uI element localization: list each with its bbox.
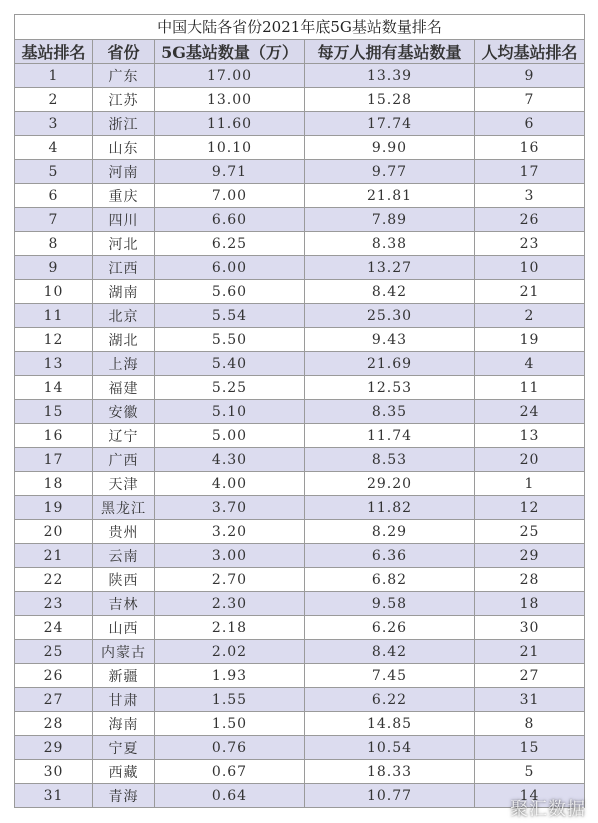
per-capita-rank-cell: 2 — [475, 304, 585, 328]
table-row — [15, 448, 585, 472]
station-count-cell: 3.70 — [155, 496, 305, 520]
per-capita-rank-cell: 7 — [475, 88, 585, 112]
per-capita-rank-cell: 26 — [475, 208, 585, 232]
per-10k-cell: 6.82 — [305, 568, 475, 592]
province-cell: 山西 — [93, 616, 155, 640]
table-row — [15, 280, 585, 304]
table-row — [15, 760, 585, 784]
station-count-cell: 5.00 — [155, 424, 305, 448]
rank-cell: 16 — [15, 424, 93, 448]
rank-cell: 31 — [15, 784, 93, 808]
station-count-cell: 6.60 — [155, 208, 305, 232]
province-cell: 上海 — [93, 352, 155, 376]
rank-cell: 24 — [15, 616, 93, 640]
rank-cell: 29 — [15, 736, 93, 760]
province-cell: 重庆 — [93, 184, 155, 208]
per-capita-rank-cell: 23 — [475, 232, 585, 256]
per-capita-rank-cell: 21 — [475, 280, 585, 304]
rank-cell: 8 — [15, 232, 93, 256]
header-per-capita-rank: 人均基站排名 — [475, 40, 585, 64]
per-10k-cell: 18.33 — [305, 760, 475, 784]
rank-cell: 10 — [15, 280, 93, 304]
station-count-cell: 5.25 — [155, 376, 305, 400]
per-capita-rank-cell: 9 — [475, 64, 585, 88]
per-10k-cell: 11.82 — [305, 496, 475, 520]
province-cell: 安徽 — [93, 400, 155, 424]
per-10k-cell: 21.81 — [305, 184, 475, 208]
table-row — [15, 664, 585, 688]
table-row — [15, 520, 585, 544]
per-10k-cell: 8.29 — [305, 520, 475, 544]
station-count-cell: 2.70 — [155, 568, 305, 592]
table-row — [15, 568, 585, 592]
station-count-cell: 10.10 — [155, 136, 305, 160]
province-cell: 海南 — [93, 712, 155, 736]
table-row — [15, 184, 585, 208]
province-cell: 湖南 — [93, 280, 155, 304]
watermark-logo: 聚汇数据 — [510, 799, 586, 820]
province-cell: 新疆 — [93, 664, 155, 688]
province-cell: 山东 — [93, 136, 155, 160]
table-row — [15, 64, 585, 88]
table-row — [15, 256, 585, 280]
per-capita-rank-cell: 15 — [475, 736, 585, 760]
table-row — [15, 712, 585, 736]
table-row — [15, 136, 585, 160]
rank-cell: 1 — [15, 64, 93, 88]
province-cell: 河南 — [93, 160, 155, 184]
station-count-cell: 5.10 — [155, 400, 305, 424]
rank-cell: 14 — [15, 376, 93, 400]
province-cell: 黑龙江 — [93, 496, 155, 520]
per-capita-rank-cell: 19 — [475, 328, 585, 352]
per-10k-cell: 10.54 — [305, 736, 475, 760]
per-capita-rank-cell: 18 — [475, 592, 585, 616]
station-count-cell: 6.25 — [155, 232, 305, 256]
province-cell: 天津 — [93, 472, 155, 496]
per-10k-cell: 9.77 — [305, 160, 475, 184]
header-station-count: 5G基站数量（万） — [155, 40, 305, 64]
rank-cell: 15 — [15, 400, 93, 424]
rank-cell: 25 — [15, 640, 93, 664]
per-capita-rank-cell: 27 — [475, 664, 585, 688]
table-row — [15, 784, 585, 808]
rank-cell: 7 — [15, 208, 93, 232]
province-cell: 西藏 — [93, 760, 155, 784]
station-count-cell: 2.30 — [155, 592, 305, 616]
per-capita-rank-cell: 17 — [475, 160, 585, 184]
province-cell: 北京 — [93, 304, 155, 328]
province-cell: 陕西 — [93, 568, 155, 592]
table-row — [15, 640, 585, 664]
station-count-cell: 5.54 — [155, 304, 305, 328]
per-capita-rank-cell: 21 — [475, 640, 585, 664]
province-cell: 浙江 — [93, 112, 155, 136]
rank-cell: 19 — [15, 496, 93, 520]
per-10k-cell: 21.69 — [305, 352, 475, 376]
rank-cell: 28 — [15, 712, 93, 736]
station-count-cell: 5.50 — [155, 328, 305, 352]
table-row — [15, 208, 585, 232]
per-capita-rank-cell: 25 — [475, 520, 585, 544]
rank-cell: 27 — [15, 688, 93, 712]
per-10k-cell: 25.30 — [305, 304, 475, 328]
rank-cell: 9 — [15, 256, 93, 280]
per-10k-cell: 9.90 — [305, 136, 475, 160]
province-cell: 湖北 — [93, 328, 155, 352]
province-cell: 广东 — [93, 64, 155, 88]
per-10k-cell: 6.22 — [305, 688, 475, 712]
station-count-cell: 6.00 — [155, 256, 305, 280]
per-10k-cell: 6.26 — [305, 616, 475, 640]
table-body — [15, 64, 585, 808]
header-rank: 基站排名 — [15, 40, 93, 64]
table-row — [15, 544, 585, 568]
station-count-cell: 1.93 — [155, 664, 305, 688]
station-count-cell: 17.00 — [155, 64, 305, 88]
per-capita-rank-cell: 20 — [475, 448, 585, 472]
table-row — [15, 376, 585, 400]
per-capita-rank-cell: 24 — [475, 400, 585, 424]
province-cell: 宁夏 — [93, 736, 155, 760]
station-count-cell: 4.30 — [155, 448, 305, 472]
province-cell: 福建 — [93, 376, 155, 400]
per-capita-rank-cell: 31 — [475, 688, 585, 712]
province-cell: 四川 — [93, 208, 155, 232]
province-cell: 内蒙古 — [93, 640, 155, 664]
per-capita-rank-cell: 10 — [475, 256, 585, 280]
province-cell: 江西 — [93, 256, 155, 280]
station-count-cell: 9.71 — [155, 160, 305, 184]
station-count-cell: 2.18 — [155, 616, 305, 640]
ranking-table — [14, 14, 585, 808]
station-count-cell: 5.60 — [155, 280, 305, 304]
table-row — [15, 496, 585, 520]
rank-cell: 21 — [15, 544, 93, 568]
table-row — [15, 160, 585, 184]
table-row — [15, 352, 585, 376]
table-row — [15, 328, 585, 352]
rank-cell: 18 — [15, 472, 93, 496]
per-10k-cell: 9.43 — [305, 328, 475, 352]
station-count-cell: 3.20 — [155, 520, 305, 544]
station-count-cell: 5.40 — [155, 352, 305, 376]
table-row — [15, 592, 585, 616]
station-count-cell: 11.60 — [155, 112, 305, 136]
per-10k-cell: 6.36 — [305, 544, 475, 568]
per-10k-cell: 29.20 — [305, 472, 475, 496]
rank-cell: 26 — [15, 664, 93, 688]
per-capita-rank-cell: 29 — [475, 544, 585, 568]
province-cell: 辽宁 — [93, 424, 155, 448]
province-cell: 江苏 — [93, 88, 155, 112]
per-10k-cell: 14.85 — [305, 712, 475, 736]
per-10k-cell: 7.89 — [305, 208, 475, 232]
per-10k-cell: 15.28 — [305, 88, 475, 112]
table-row — [15, 688, 585, 712]
table-row — [15, 616, 585, 640]
per-10k-cell: 11.74 — [305, 424, 475, 448]
table-row — [15, 88, 585, 112]
per-capita-rank-cell: 13 — [475, 424, 585, 448]
rank-cell: 3 — [15, 112, 93, 136]
province-cell: 云南 — [93, 544, 155, 568]
rank-cell: 4 — [15, 136, 93, 160]
per-capita-rank-cell: 6 — [475, 112, 585, 136]
rank-cell: 6 — [15, 184, 93, 208]
rank-cell: 17 — [15, 448, 93, 472]
per-10k-cell: 13.39 — [305, 64, 475, 88]
rank-cell: 20 — [15, 520, 93, 544]
province-cell: 青海 — [93, 784, 155, 808]
province-cell: 河北 — [93, 232, 155, 256]
rank-cell: 11 — [15, 304, 93, 328]
table-row — [15, 232, 585, 256]
station-count-cell: 3.00 — [155, 544, 305, 568]
per-capita-rank-cell: 28 — [475, 568, 585, 592]
per-capita-rank-cell: 5 — [475, 760, 585, 784]
table-row — [15, 472, 585, 496]
per-capita-rank-cell: 1 — [475, 472, 585, 496]
station-count-cell: 0.67 — [155, 760, 305, 784]
rank-cell: 23 — [15, 592, 93, 616]
station-count-cell: 0.64 — [155, 784, 305, 808]
per-10k-cell: 9.58 — [305, 592, 475, 616]
province-cell: 甘肃 — [93, 688, 155, 712]
table-row — [15, 112, 585, 136]
header-row — [15, 40, 585, 64]
table-row — [15, 736, 585, 760]
per-10k-cell: 17.74 — [305, 112, 475, 136]
table-title: 中国大陆各省份2021年底5G基站数量排名 — [14, 14, 585, 39]
per-capita-rank-cell: 3 — [475, 184, 585, 208]
province-cell: 广西 — [93, 448, 155, 472]
table-row — [15, 304, 585, 328]
station-count-cell: 7.00 — [155, 184, 305, 208]
per-10k-cell: 8.35 — [305, 400, 475, 424]
per-capita-rank-cell: 4 — [475, 352, 585, 376]
station-count-cell: 13.00 — [155, 88, 305, 112]
rank-cell: 2 — [15, 88, 93, 112]
table-row — [15, 400, 585, 424]
rank-cell: 30 — [15, 760, 93, 784]
rank-cell: 12 — [15, 328, 93, 352]
per-10k-cell: 8.53 — [305, 448, 475, 472]
rank-cell: 22 — [15, 568, 93, 592]
spreadsheet-table-container — [14, 14, 584, 808]
per-10k-cell: 7.45 — [305, 664, 475, 688]
per-10k-cell: 8.42 — [305, 280, 475, 304]
per-10k-cell: 13.27 — [305, 256, 475, 280]
per-10k-cell: 12.53 — [305, 376, 475, 400]
per-capita-rank-cell: 14 — [475, 784, 585, 808]
per-capita-rank-cell: 12 — [475, 496, 585, 520]
rank-cell: 13 — [15, 352, 93, 376]
table-row — [15, 424, 585, 448]
station-count-cell: 2.02 — [155, 640, 305, 664]
header-per-10k: 每万人拥有基站数量 — [305, 40, 475, 64]
rank-cell: 5 — [15, 160, 93, 184]
province-cell: 吉林 — [93, 592, 155, 616]
header-province: 省份 — [93, 40, 155, 64]
per-capita-rank-cell: 11 — [475, 376, 585, 400]
per-10k-cell: 10.77 — [305, 784, 475, 808]
station-count-cell: 4.00 — [155, 472, 305, 496]
province-cell: 贵州 — [93, 520, 155, 544]
per-capita-rank-cell: 8 — [475, 712, 585, 736]
per-10k-cell: 8.42 — [305, 640, 475, 664]
per-capita-rank-cell: 16 — [475, 136, 585, 160]
station-count-cell: 1.50 — [155, 712, 305, 736]
per-10k-cell: 8.38 — [305, 232, 475, 256]
station-count-cell: 0.76 — [155, 736, 305, 760]
per-capita-rank-cell: 30 — [475, 616, 585, 640]
station-count-cell: 1.55 — [155, 688, 305, 712]
